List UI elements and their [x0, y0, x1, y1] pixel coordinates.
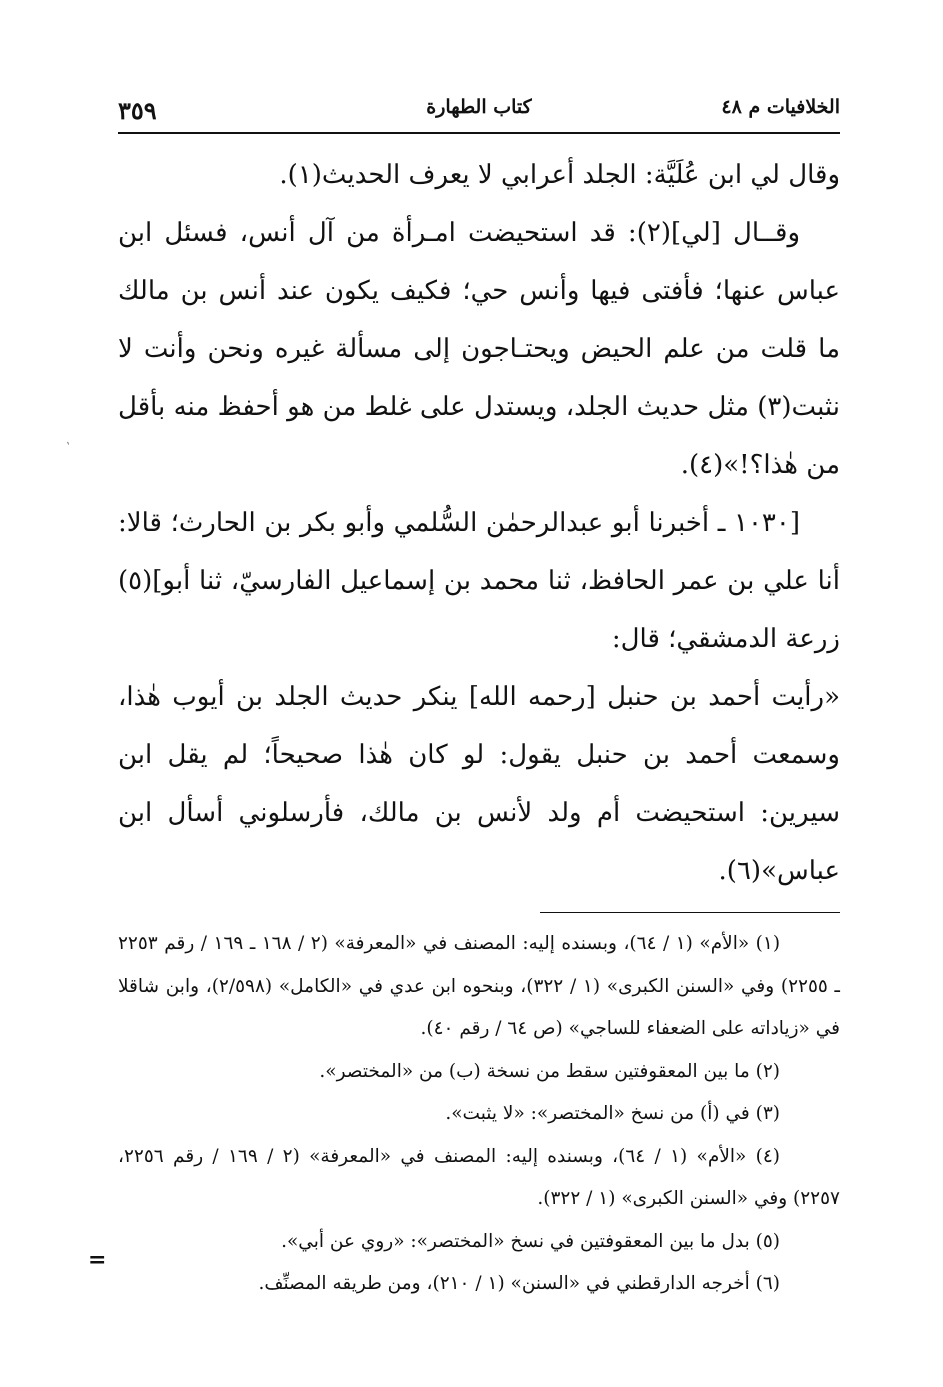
footnote-divider: [540, 912, 840, 913]
header-chapter-title: كتاب الطهارة: [426, 96, 532, 118]
footnote-6: (٦) أخرجه الدارقطني في «السنن» (١ / ٢١٠)، ومن طريقه المصنِّف.: [258, 1273, 780, 1294]
paragraph: «رأيت أحمد بن حنبل [رحمه الله] ينكر حديث الجلد بن أيوب هٰذا، وسمعت أحمد بن حنبل يقول: لو كان هٰذا صحيحاً؛ لم يقل ابن سيرين: استحيضت أم ولد لأنس بن مالك، فأرسلوني أسأل ابن عباس»(٦).: [118, 682, 840, 886]
running-header: [118, 92, 840, 134]
continuation-mark: =: [88, 1247, 107, 1273]
header-book-volume: الخلافيات م ٤٨: [721, 96, 840, 118]
footnote-4: (٤) «الأم» (١ / ٦٤)، وبسنده إليه: المصنف في «المعرفة» (٢ / ١٦٩ / رقم ٢٢٥٦، ٢٢٥٧) وفي «السنن الكبرى» (١ / ٣٢٢).: [118, 1145, 840, 1209]
scan-speck: ˎ: [65, 429, 77, 447]
document-page: [118, 92, 840, 1306]
footnotes: [118, 923, 840, 1306]
paragraph: وقــال [لي](٢): قد استحيضت امـرأة من آل أنس، فسئل ابن عباس عنها؛ فأفتى فيها وأنس حي؛ فكيف يكون عند أنس بن مالك ما قلت من علم الحيض ويحتـاجون إلى مسألة غيره ونحن وأنت لا نثبت(٣) مثل حديث الجلد، ويستدل على غلط من هو أحفظ منه بأقل من هٰذا؟!»(٤).: [118, 218, 840, 480]
footnote-5: (٥) بدل ما بين المعقوفتين في نسخ «المختصر»: «روي عن أبي».: [281, 1230, 780, 1252]
paragraph: وقال لي ابن عُلَيَّة: الجلد أعرابي لا يعرف الحديث(١).: [279, 160, 840, 190]
footnote-1: (١) «الأم» (١ / ٦٤)، وبسنده إليه: المصنف في «المعرفة» (٢ / ١٦٨ ـ ١٦٩ / رقم ٢٢٥٣ ـ ٢٢٥٥) وفي «السنن الكبرى» (١ / ٣٢٢)، وبنحوه ابن عدي في «الكامل» (٢/٥٩٨)، وابن شاقلا في «زياداته على الضعفاء للساجي» (ص ٦٤ / رقم ٤٠).: [118, 933, 840, 1039]
footnote-3: (٣) في (أ) من نسخ «المختصر»: «لا يثبت».: [445, 1103, 780, 1124]
page-number: ٣٥٩: [118, 96, 157, 125]
paragraph: [١٠٣٠ ـ أخبرنا أبو عبدالرحمٰن السُّلمي وأبو بكر بن الحارث؛ قالا: أنا علي بن عمر الحافظ، ثنا محمد بن إسماعيل الفارسيّ، ثنا أبو](٥) زرعة الدمشقي؛ قال:: [118, 508, 840, 654]
footnote-2: (٢) ما بين المعقوفتين سقط من نسخة (ب) من «المختصر».: [319, 1060, 780, 1082]
main-text: [118, 146, 840, 900]
